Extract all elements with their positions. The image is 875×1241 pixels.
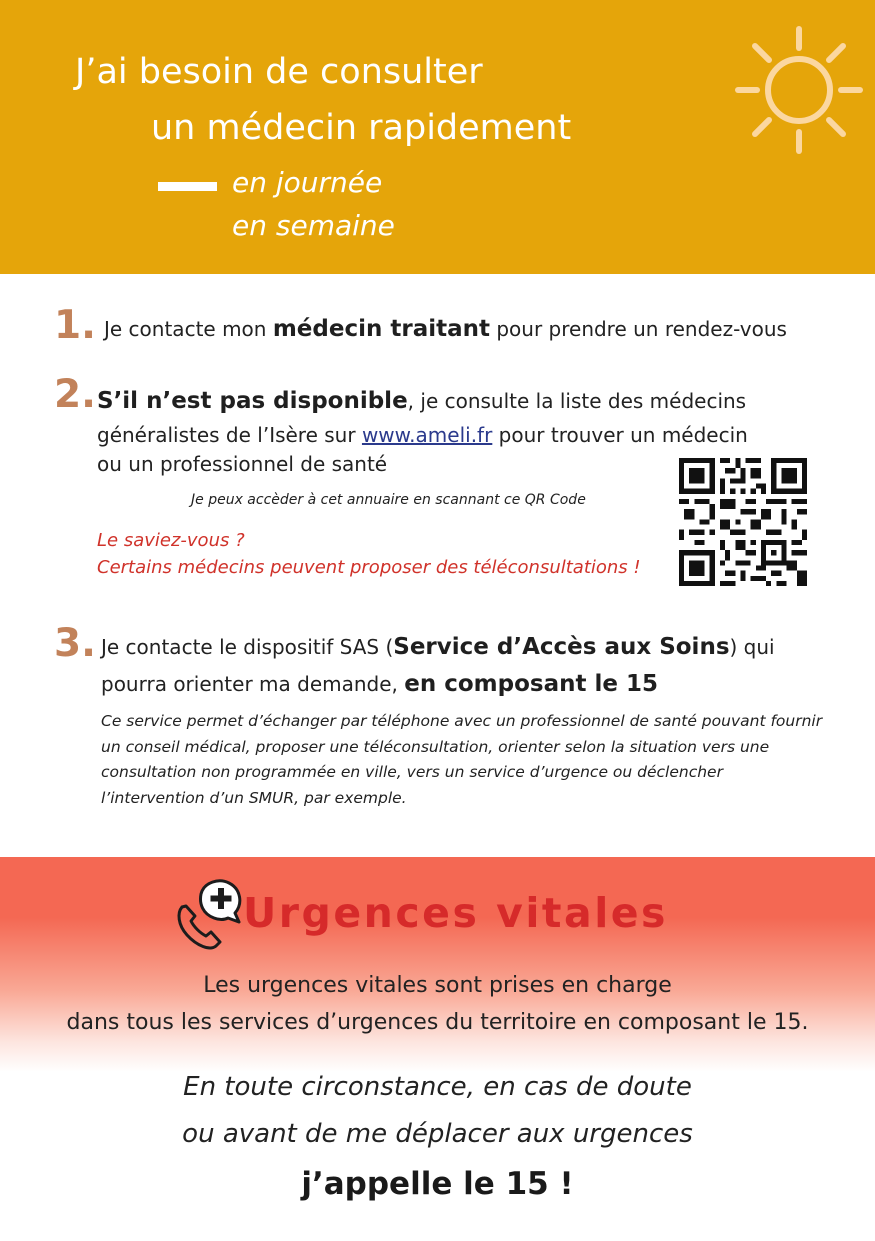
step-3-line1-bold: Service d’Accès aux Soins — [393, 634, 730, 660]
step-3-line2-before: pourra orienter ma demande, — [101, 672, 405, 696]
footer-line1: En toute circonstance, en cas de doute — [183, 1072, 692, 1102]
step-3-line1 — [101, 634, 775, 660]
header-title-line2: un médecin rapidement — [151, 108, 572, 148]
footer-line2: ou avant de me déplacer aux urgences — [182, 1119, 693, 1149]
step-2-line1 — [97, 388, 746, 414]
step-3-line1-before: Je contacte le dispositif SAS ( — [101, 635, 394, 659]
tip-text: Certains médecins peuvent proposer des téléconsultations ! — [97, 557, 641, 578]
step-2-bold: S’il n’est pas disponible — [97, 388, 408, 414]
phone-medical-icon — [173, 876, 249, 952]
step-2-line1-after: , je consulte la liste des médecins — [407, 389, 747, 413]
step-2-number: 2. — [54, 372, 96, 417]
step-2-line2 — [97, 423, 748, 447]
urgences-title: Urgences vitales — [243, 889, 668, 937]
header-dash — [158, 182, 217, 191]
step-1-text-before: Je contacte mon — [104, 317, 273, 341]
step-3-line2-bold: en composant le 15 — [404, 671, 658, 697]
step-1-text — [104, 316, 787, 342]
header-banner — [0, 0, 875, 274]
sun-icon — [733, 24, 865, 156]
step-3-line2 — [101, 671, 658, 697]
step-3-line1-after: ) qui — [729, 635, 775, 659]
call-15-text: j’appelle le 15 ! — [301, 1166, 574, 1202]
step-3-description: Ce service permet d’échanger par téléphone avec un professionnel de santé pouvant fournir un conseil médical, proposer une téléconsultation, orienter selon la situation vers une consultation non programmée en ville, vers un service d’urgence ou déclencher l’intervention d’un SMUR, par exemple. — [101, 712, 823, 807]
step-1-text-after: pour prendre un rendez-vous — [489, 317, 787, 341]
qr-caption: Je peux accèder à cet annuaire en scannant ce QR Code — [191, 492, 586, 508]
step-1-number: 1. — [54, 303, 96, 348]
header-title-line1: J’ai besoin de consulter — [75, 52, 483, 92]
step-2-line2-before: généralistes de l’Isère sur — [97, 423, 362, 447]
urgences-text-line1: Les urgences vitales sont prises en charge — [203, 973, 672, 998]
ameli-link[interactable]: www.ameli.fr — [361, 423, 493, 447]
header-subtitle-line1: en journée — [232, 166, 383, 199]
step-2-line3: ou un professionnel de santé — [97, 452, 388, 476]
tip-heading: Le saviez-vous ? — [97, 530, 245, 551]
header-subtitle-line2: en semaine — [232, 209, 395, 242]
step-3-number: 3. — [54, 621, 96, 666]
step-1-bold: médecin traitant — [272, 316, 490, 342]
qr-code-icon[interactable] — [679, 458, 807, 586]
urgences-text-line2: dans tous les services d’urgences du territoire en composant le 15. — [66, 1010, 809, 1035]
step-2-line2-after: pour trouver un médecin — [492, 423, 748, 447]
